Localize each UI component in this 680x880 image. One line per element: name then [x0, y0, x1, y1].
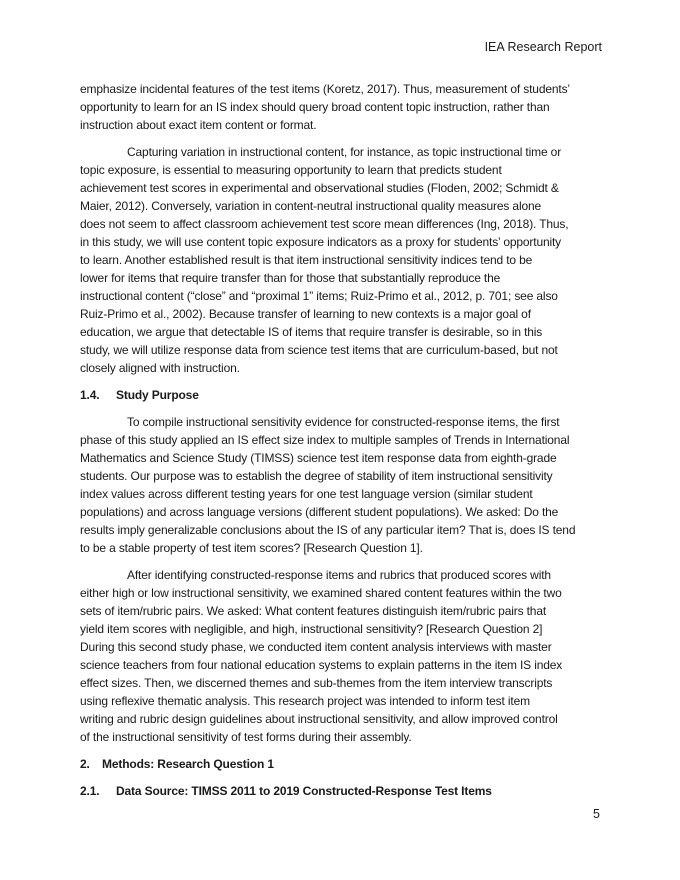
text-line: to learn. Another established result is that item instructional sensitivity indices tend to be: [80, 253, 533, 267]
text-line: sets of item/rubric pairs. We asked: What content features distinguish item/rubric pairs that: [80, 604, 547, 618]
text-line: Capturing variation in instructional content, for instance, as topic instructional time or: [127, 145, 562, 159]
paragraph: [80, 143, 620, 377]
text-line: After identifying constructed-response items and rubrics that produced scores with: [127, 568, 551, 582]
section-heading: [80, 755, 620, 773]
page-body: [80, 80, 620, 809]
section-number: 2.: [80, 757, 90, 771]
section-title: Methods: Research Question 1: [102, 757, 274, 771]
paragraph: [80, 413, 620, 557]
text-line: To compile instructional sensitivity evidence for constructed-response items, the first: [127, 415, 560, 429]
text-line: Ruiz-Primo et al., 2002). Because transfer of learning to new contexts is a major goal of: [80, 307, 531, 321]
text-line: either high or low instructional sensitivity, we examined shared content features within the two: [80, 586, 562, 600]
text-line: Mathematics and Science Study (TIMSS) science test item response data from eighth-grade: [80, 451, 557, 465]
text-line: phase of this study applied an IS effect size index to multiple samples of Trends in International: [80, 433, 570, 447]
text-line: education, we argue that detectable IS of items that require transfer is desirable, so in this: [80, 325, 543, 339]
text-line: instructional content (“close” and “proximal 1” items; Ruiz-Primo et al., 2012, p. 701; see also: [80, 289, 558, 303]
section-heading: [80, 386, 620, 404]
text-line: populations) and across language versions (different student populations). We asked: Do the: [80, 505, 559, 519]
text-line: to be a stable property of test item scores? [Research Question 1].: [80, 541, 423, 555]
text-line: using reflexive thematic analysis. This research project was intended to inform test item: [80, 694, 530, 708]
text-line: students. Our purpose was to establish the degree of stability of item instructional sensitivity: [80, 469, 553, 483]
text-line: does not seem to affect classroom achievement test score mean differences (Ing, 2018). Thus,: [80, 217, 569, 231]
text-line: results imply generalizable conclusions about the IS of any particular item? That is, does IS tend: [80, 523, 576, 537]
text-line: effect sizes. Then, we discerned themes and sub-themes from the item interview transcripts: [80, 676, 553, 690]
text-line: lower for items that require transfer than for those that substantially reproduce the: [80, 271, 501, 285]
text-line: in this study, we will use content topic exposure indicators as a proxy for students’ opportunity: [80, 235, 562, 249]
text-line: yield item scores with negligible, and high, instructional sensitivity? [Research Question 2]: [80, 622, 543, 636]
text-line: opportunity to learn for an IS index should query broad content topic instruction, rather than: [80, 100, 550, 114]
text-line: science teachers from four national education systems to explain patterns in the item IS index: [80, 658, 563, 672]
text-line: of the instructional sensitivity of test forms during their assembly.: [80, 730, 412, 744]
section-heading: [80, 782, 620, 800]
text-line: Maier, 2012). Conversely, variation in content-neutral instructional quality measures alone: [80, 199, 542, 213]
paragraph: [80, 80, 620, 134]
text-line: achievement test scores in experimental and observational studies (Floden, 2002; Schmidt &: [80, 181, 559, 195]
section-number: 1.4.: [80, 388, 100, 402]
text-line: index values across different testing years for one test language version (similar student: [80, 487, 533, 501]
paragraph: [80, 566, 620, 746]
page-number: 5: [593, 807, 600, 821]
text-line: instruction about exact item content or format.: [80, 118, 317, 132]
section-number: 2.1.: [80, 784, 100, 798]
text-line: study, we will utilize response data from science test items that are curriculum-based, but not: [80, 343, 558, 357]
text-line: topic exposure, is essential to measuring opportunity to learn that predicts student: [80, 163, 502, 177]
text-line: closely aligned with instruction.: [80, 361, 240, 375]
text-line: During this second study phase, we conducted item content analysis interviews with master: [80, 640, 552, 654]
section-title: Study Purpose: [116, 388, 199, 402]
text-line: writing and rubric design guidelines about instructional sensitivity, and allow improved control: [80, 712, 558, 726]
text-line: emphasize incidental features of the test items (Koretz, 2017). Thus, measurement of students’: [80, 82, 570, 96]
page-header: IEA Research Report: [484, 40, 602, 54]
section-title: Data Source: TIMSS 2011 to 2019 Constructed-Response Test Items: [116, 784, 492, 798]
